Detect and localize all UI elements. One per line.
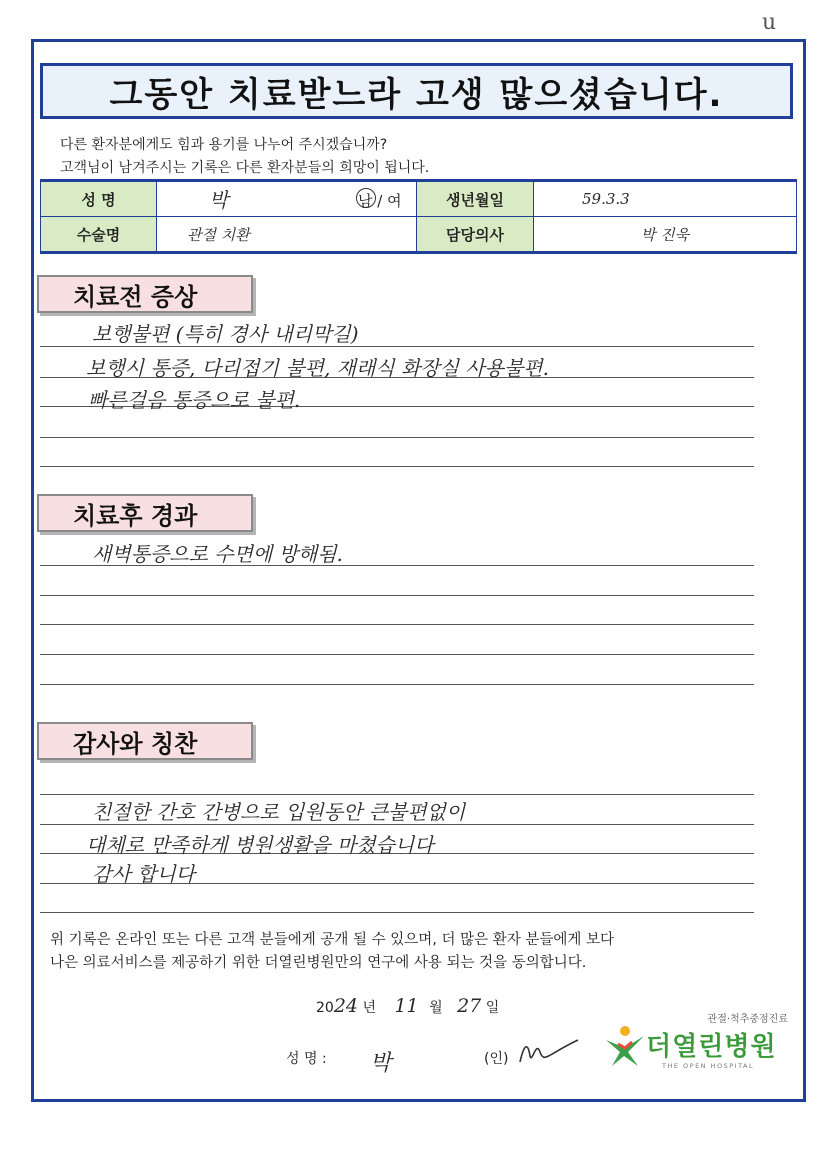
- doctor-value[interactable]: 박 진욱: [534, 217, 797, 253]
- consent-line-1: 위 기록은 온라인 또는 다른 고객 분들에게 공개 될 수 있으며, 더 많은 환자 분들에게 보다: [50, 932, 614, 948]
- surgery-label: 수술명: [41, 217, 157, 253]
- rule-line: [40, 466, 754, 467]
- name-value: 박: [209, 188, 229, 212]
- date-month[interactable]: 11: [394, 995, 419, 1017]
- date-prefix: 20: [316, 1000, 334, 1016]
- page-title: 그동안 치료받느라 고생 많으셨습니다.: [109, 74, 724, 115]
- consent-line-2: 나은 의료서비스를 제공하기 위한 더열린병원만의 연구에 사용 되는 것을 동의합니다.: [50, 955, 587, 971]
- before-line-1[interactable]: 보행불편 (특히 경사 내리막길): [92, 322, 359, 346]
- birth-value[interactable]: 59.3.3: [534, 181, 797, 217]
- before-line-3[interactable]: 빠른걸음 통증으로 불편.: [88, 388, 301, 412]
- doctor-label: 담당의사: [417, 217, 534, 253]
- logo-subtitle: THE OPEN HOSPITAL: [662, 1062, 755, 1070]
- name-label: 성 명: [41, 181, 157, 217]
- section-before-label: 치료전 증상: [37, 275, 253, 313]
- signature-row: [286, 1040, 586, 1080]
- name-cell[interactable]: [157, 181, 417, 217]
- date-row: [316, 995, 499, 1017]
- date-month-unit: 월: [429, 1000, 443, 1016]
- section-thanks-label: 감사와 칭찬: [37, 722, 253, 760]
- rule-line: [40, 912, 754, 913]
- gender-label: 남 / 여: [358, 192, 402, 210]
- logo-name: 더열린병원: [646, 1032, 777, 1062]
- logo-figure-icon: [604, 1022, 646, 1068]
- intro-line-2: 고객님이 남겨주시는 기록은 다른 환자분들의 희망이 됩니다.: [60, 160, 430, 176]
- thanks-line-3[interactable]: 감사 합니다: [92, 862, 195, 886]
- birth-label: 생년월일: [417, 181, 534, 217]
- logo-tagline: 관절·척추중점진료: [707, 1014, 788, 1025]
- surgery-value[interactable]: 관절 치환: [157, 217, 417, 253]
- date-year-unit: 년: [362, 1000, 376, 1016]
- hospital-logo: [604, 1010, 794, 1080]
- rule-line: [40, 595, 754, 596]
- title-banner: [40, 63, 793, 119]
- patient-info-table: [40, 179, 797, 254]
- rule-line: [40, 437, 754, 438]
- rule-line: [40, 794, 754, 795]
- rule-line: [40, 684, 754, 685]
- corner-mark: u: [762, 10, 777, 35]
- intro-line-1: 다른 환자분에게도 힘과 용기를 나누어 주시겠습니까?: [60, 137, 388, 153]
- section-after-label: 치료후 경과: [37, 494, 253, 532]
- signature-name[interactable]: 박: [370, 1051, 392, 1076]
- date-day[interactable]: 27: [457, 995, 482, 1017]
- rule-line: [40, 654, 754, 655]
- thanks-line-1[interactable]: 친절한 간호 간병으로 입원동안 큰불편없이: [92, 800, 466, 824]
- after-line-1[interactable]: 새벽통증으로 수면에 방해됨.: [92, 542, 343, 566]
- seal-label: (인): [484, 1051, 509, 1067]
- date-day-unit: 일: [485, 1000, 500, 1016]
- before-line-2[interactable]: 보행시 통증, 다리접기 불편, 재래식 화장실 사용불편.: [86, 356, 549, 380]
- date-year[interactable]: 24: [333, 995, 359, 1017]
- thanks-line-2[interactable]: 대체로 만족하게 병원생활을 마쳤습니다: [86, 833, 434, 857]
- signature-label: 성 명 :: [286, 1051, 327, 1067]
- signature-scribble-icon: [514, 1034, 584, 1070]
- rule-line: [40, 624, 754, 625]
